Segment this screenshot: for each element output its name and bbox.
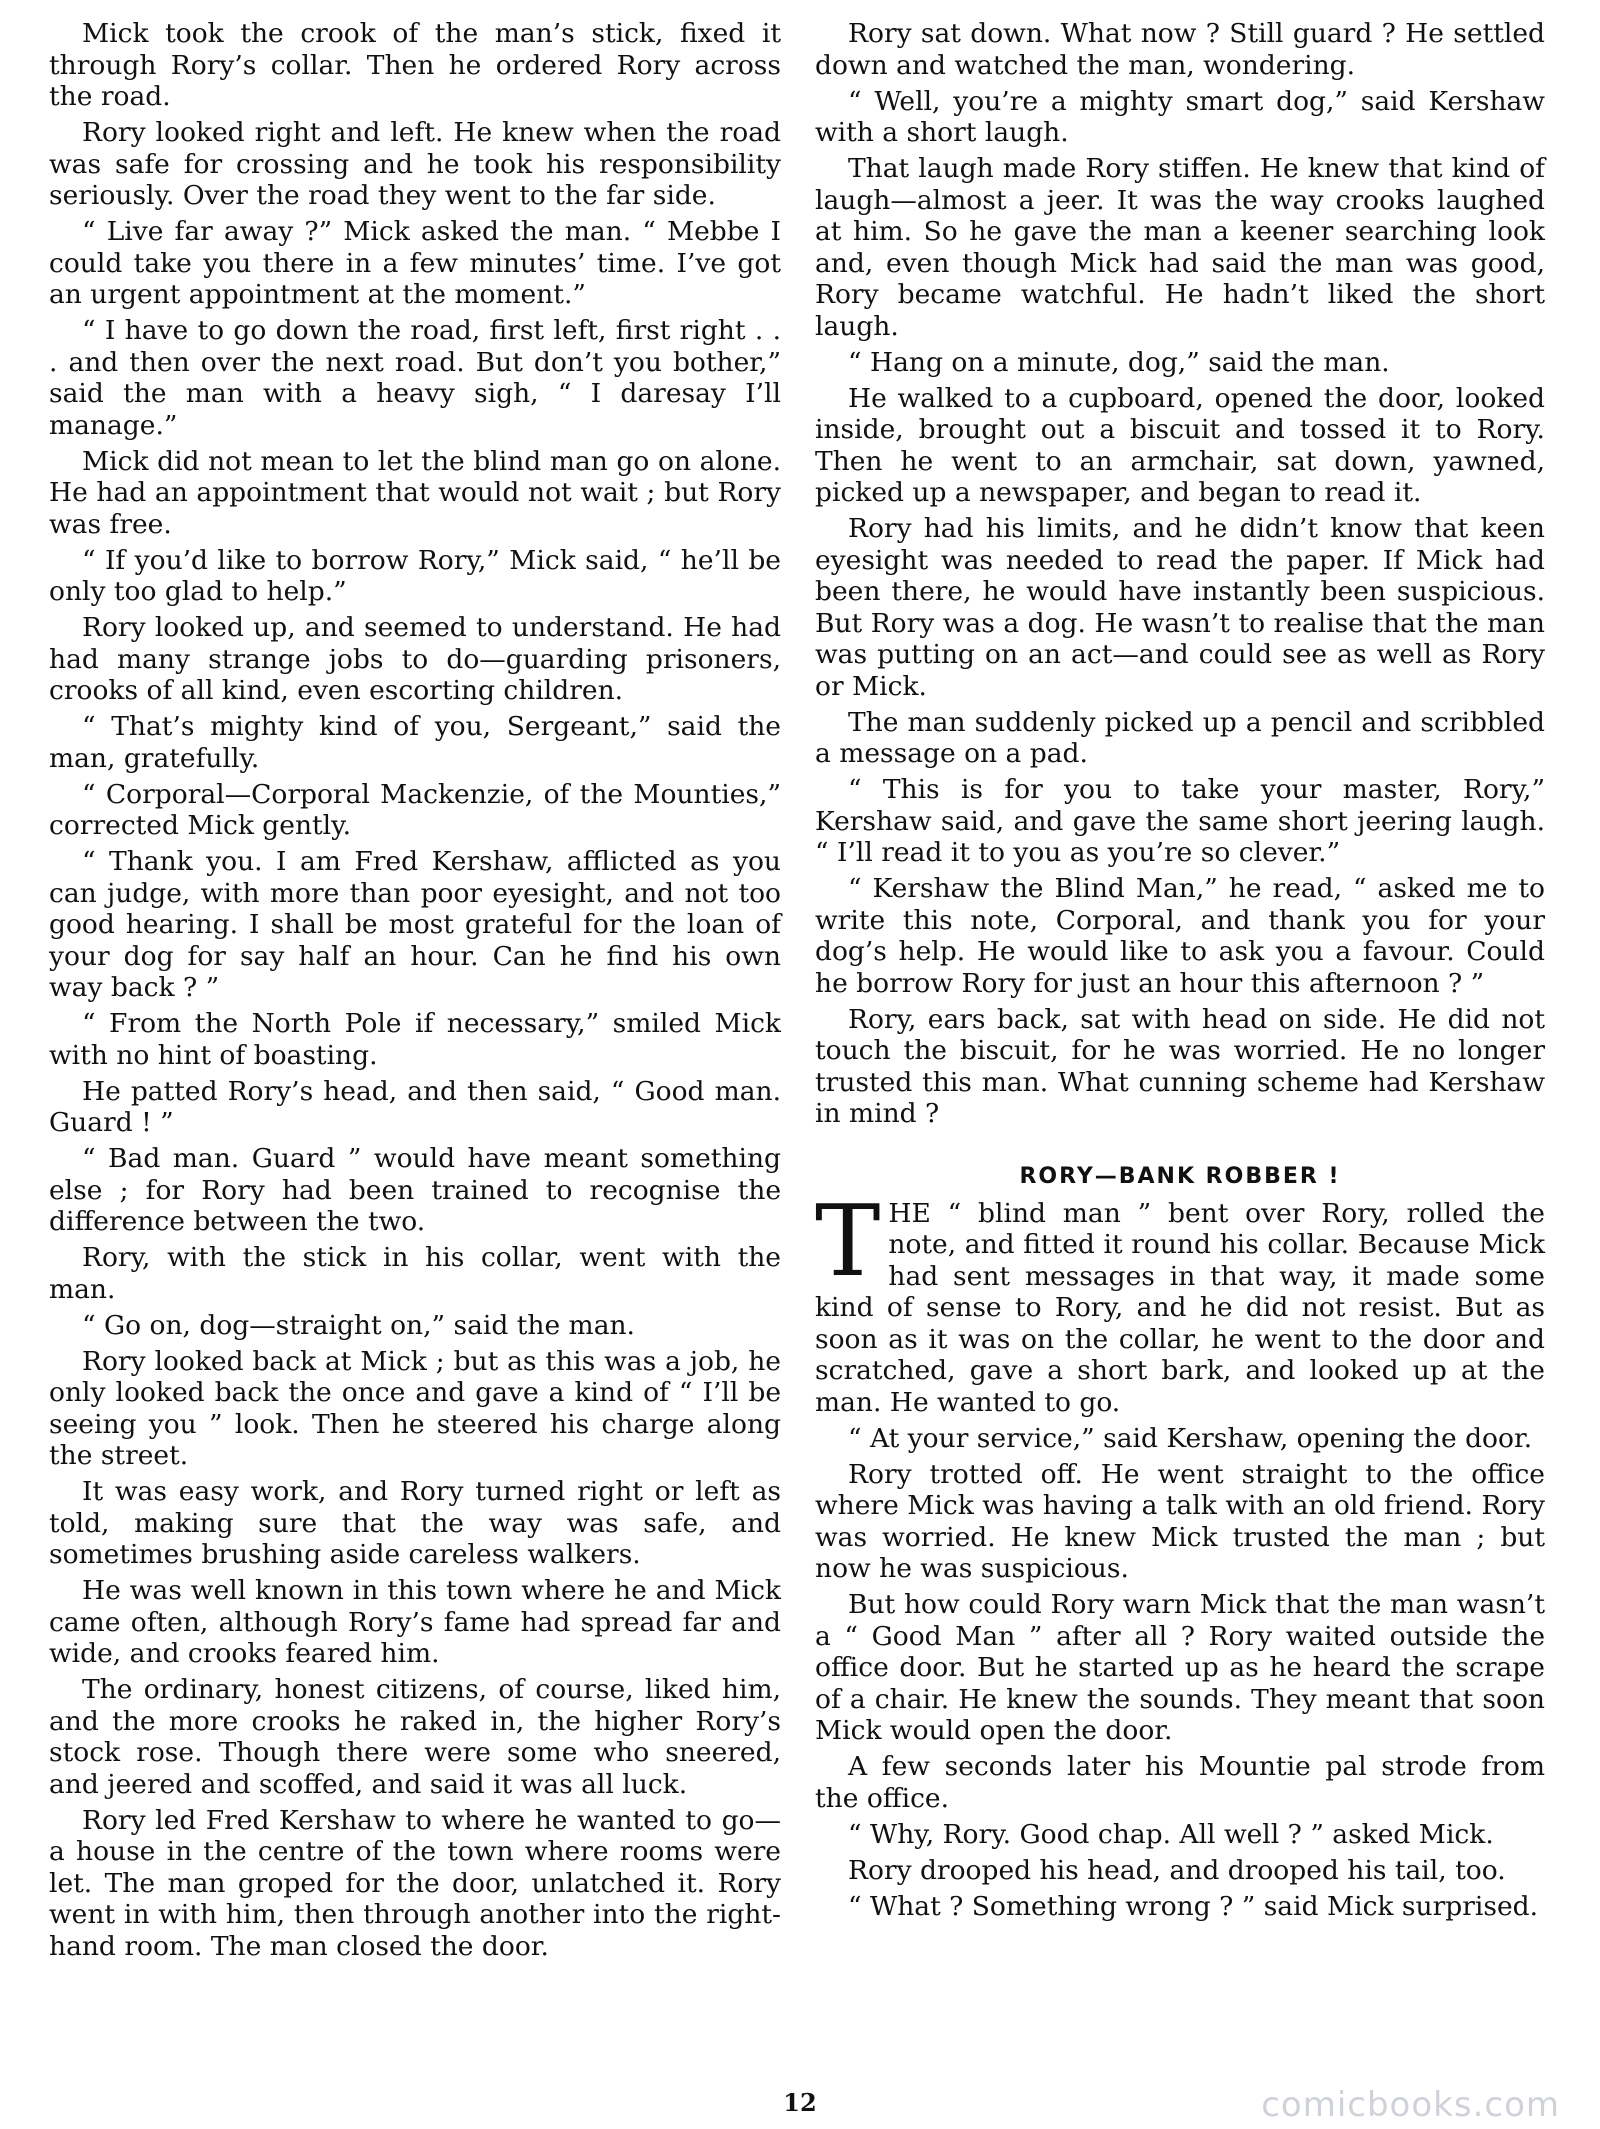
paragraph: Rory drooped his head, and drooped his tail, too. xyxy=(848,1854,1506,1886)
paragraph: “ Hang on a minute, dog,” said the man. xyxy=(848,346,1390,378)
paragraph: “ Thank you. I am Fred Kershaw, afflicted as you can judge, with more than poor eyesight, and not too good hearing. I shall be most grateful for the loan of your dog for say half an hour. Can he find his own way back ? ” xyxy=(49,846,781,1003)
paragraph: “ What ? Something wrong ? ” said Mick surprised. xyxy=(848,1890,1539,1922)
paragraph: It was easy work, and Rory turned right or left as told, making sure that the way was safe, and sometimes brushing aside careless walkers. xyxy=(49,1476,781,1570)
right-column-top xyxy=(815,18,1545,1130)
paragraph: “ I have to go down the road, first left, first right . . . and then over the next road. But don’t you bother,” said the man with a heavy sigh, “ I daresay I’ll manage.” xyxy=(49,315,781,441)
right-text-column xyxy=(815,18,1545,1927)
watermark-text: comicbooks.com xyxy=(1261,2085,1560,2125)
paragraph: Rory led Fred Kershaw to where he wanted to go—a house in the centre of the town where rooms were let. The man groped for the door, unlatched it. Rory went in with him, then through another into the right-hand room. The man closed the door. xyxy=(49,1804,781,1962)
paragraph: A few seconds later his Mountie pal strode from the office. xyxy=(815,1751,1545,1814)
paragraph: “ Why, Rory. Good chap. All well ? ” asked Mick. xyxy=(848,1818,1494,1850)
paragraph: He walked to a cupboard, opened the door, looked inside, brought out a biscuit and tossed it to Rory. Then he went to an armchair, sat down, yawned, picked up a newspaper, and began to read it. xyxy=(815,382,1545,508)
paragraph: The man suddenly picked up a pencil and scribbled a message on a pad. xyxy=(815,706,1545,769)
paragraph: Mick took the crook of the man’s stick, fixed it through Rory’s collar. Then he ordered Rory across the road. xyxy=(49,18,781,112)
paragraph: Rory, with the stick in his collar, went with the man. xyxy=(49,1242,781,1305)
paragraph: That laugh made Rory stiffen. He knew that kind of laugh—almost a jeer. It was the way crooks laughed at him. So he gave the man a keener searching look and, even though Mick had said the man was good, Rory became watchful. He hadn’t liked the short laugh. xyxy=(815,153,1545,342)
dropcap-paragraph-text: HE “ blind man ” bent over Rory, rolled the note, and fitted it round his collar. Because Mick had sent messages in that way, it made some kind of sense to Rory, and he did not resist. But as soon as it was on the collar, he went to the door and scratched, gave a short bark, and looked up at the man. He wanted to go. xyxy=(815,1197,1545,1418)
paragraph: “ Well, you’re a mighty smart dog,” said Kershaw with a short laugh. xyxy=(815,85,1545,148)
paragraph: He was well known in this town where he and Mick came often, although Rory’s fame had spread far and wide, and crooks feared him. xyxy=(49,1575,781,1669)
paragraph: “ Go on, dog—straight on,” said the man. xyxy=(82,1309,635,1341)
paragraph: “ From the North Pole if necessary,” smiled Mick with no hint of boasting. xyxy=(49,1008,781,1071)
paragraph: “ Corporal—Corporal Mackenzie, of the Mounties,” corrected Mick gently. xyxy=(49,778,781,841)
paragraph: “ Live far away ?” Mick asked the man. “ Mebbe I could take you there in a few minutes’ time. I’ve got an urgent appointment at the moment.” xyxy=(49,216,781,310)
left-text-column xyxy=(49,18,781,1967)
paragraph: The ordinary, honest citizens, of course, liked him, and the more crooks he raked in, the higher Rory’s stock rose. Though there were some who sneered, and jeered and scoffed, and said it was all luck. xyxy=(49,1674,781,1800)
dropcap-paragraph xyxy=(815,1184,1545,1419)
section-subheading: RORY—BANK ROBBER ! xyxy=(1019,1163,1341,1189)
paragraph: “ Kershaw the Blind Man,” he read, “ asked me to write this note, Corporal, and thank you for your dog’s help. He would like to ask you a favour. Could he borrow Rory for just an hour this afternoon ? ” xyxy=(815,873,1545,999)
paragraph: Rory sat down. What now ? Still guard ? He settled down and watched the man, wondering. xyxy=(815,18,1545,81)
paragraph: Rory looked right and left. He knew when the road was safe for crossing and he took his responsibility seriously. Over the road they went to the far side. xyxy=(49,117,781,211)
drop-cap-letter: T xyxy=(815,1184,881,1299)
paragraph: “ That’s mighty kind of you, Sergeant,” said the man, gratefully. xyxy=(49,711,781,774)
paragraph: “ At your service,” said Kershaw, opening the door. xyxy=(848,1422,1533,1454)
paragraph: Rory trotted off. He went straight to the office where Mick was having a talk with an old friend. Rory was worried. He knew Mick trusted the man ; but now he was suspicious. xyxy=(815,1458,1545,1584)
paragraph: But how could Rory warn Mick that the man wasn’t a “ Good Man ” after all ? Rory waited outside the office door. But he started up as he heard the scrape of a chair. He knew the sounds. They meant that soon Mick would open the door. xyxy=(815,1589,1545,1746)
paragraph: Rory looked back at Mick ; but as this was a job, he only looked back the once and gave a kind of “ I’ll be seeing you ” look. Then he steered his charge along the street. xyxy=(49,1345,781,1471)
paragraph: “ Bad man. Guard ” would have meant something else ; for Rory had been trained to recognise the difference between the two. xyxy=(49,1143,781,1237)
right-column-bottom xyxy=(815,1423,1545,1923)
paragraph: Mick did not mean to let the blind man go on alone. He had an appointment that would not wait ; but Rory was free. xyxy=(49,445,781,540)
paragraph: Rory, ears back, sat with head on side. He did not touch the biscuit, for he was worried. He no longer trusted this man. What cunning scheme had Kershaw in mind ? xyxy=(815,1003,1545,1129)
paragraph: Rory looked up, and seemed to understand. He had had many strange jobs to do—guarding prisoners, crooks of all kind, even escorting children. xyxy=(49,612,781,706)
paragraph: “ If you’d like to borrow Rory,” Mick said, “ he’ll be only too glad to help.” xyxy=(49,544,781,607)
paragraph: Rory had his limits, and he didn’t know that keen eyesight was needed to read the paper. If Mick had been there, he would have instantly been suspicious. But Rory was a dog. He wasn’t to realise that the man was putting on an act—and could see as well as Rory or Mick. xyxy=(815,513,1545,702)
page-number: 12 xyxy=(783,2088,817,2117)
paragraph: “ This is for you to take your master, Rory,” Kershaw said, and gave the same short jeering laugh. “ I’ll read it to you as you’re so clever.” xyxy=(815,774,1545,868)
paragraph: He patted Rory’s head, and then said, “ Good man. Guard ! ” xyxy=(49,1075,781,1138)
